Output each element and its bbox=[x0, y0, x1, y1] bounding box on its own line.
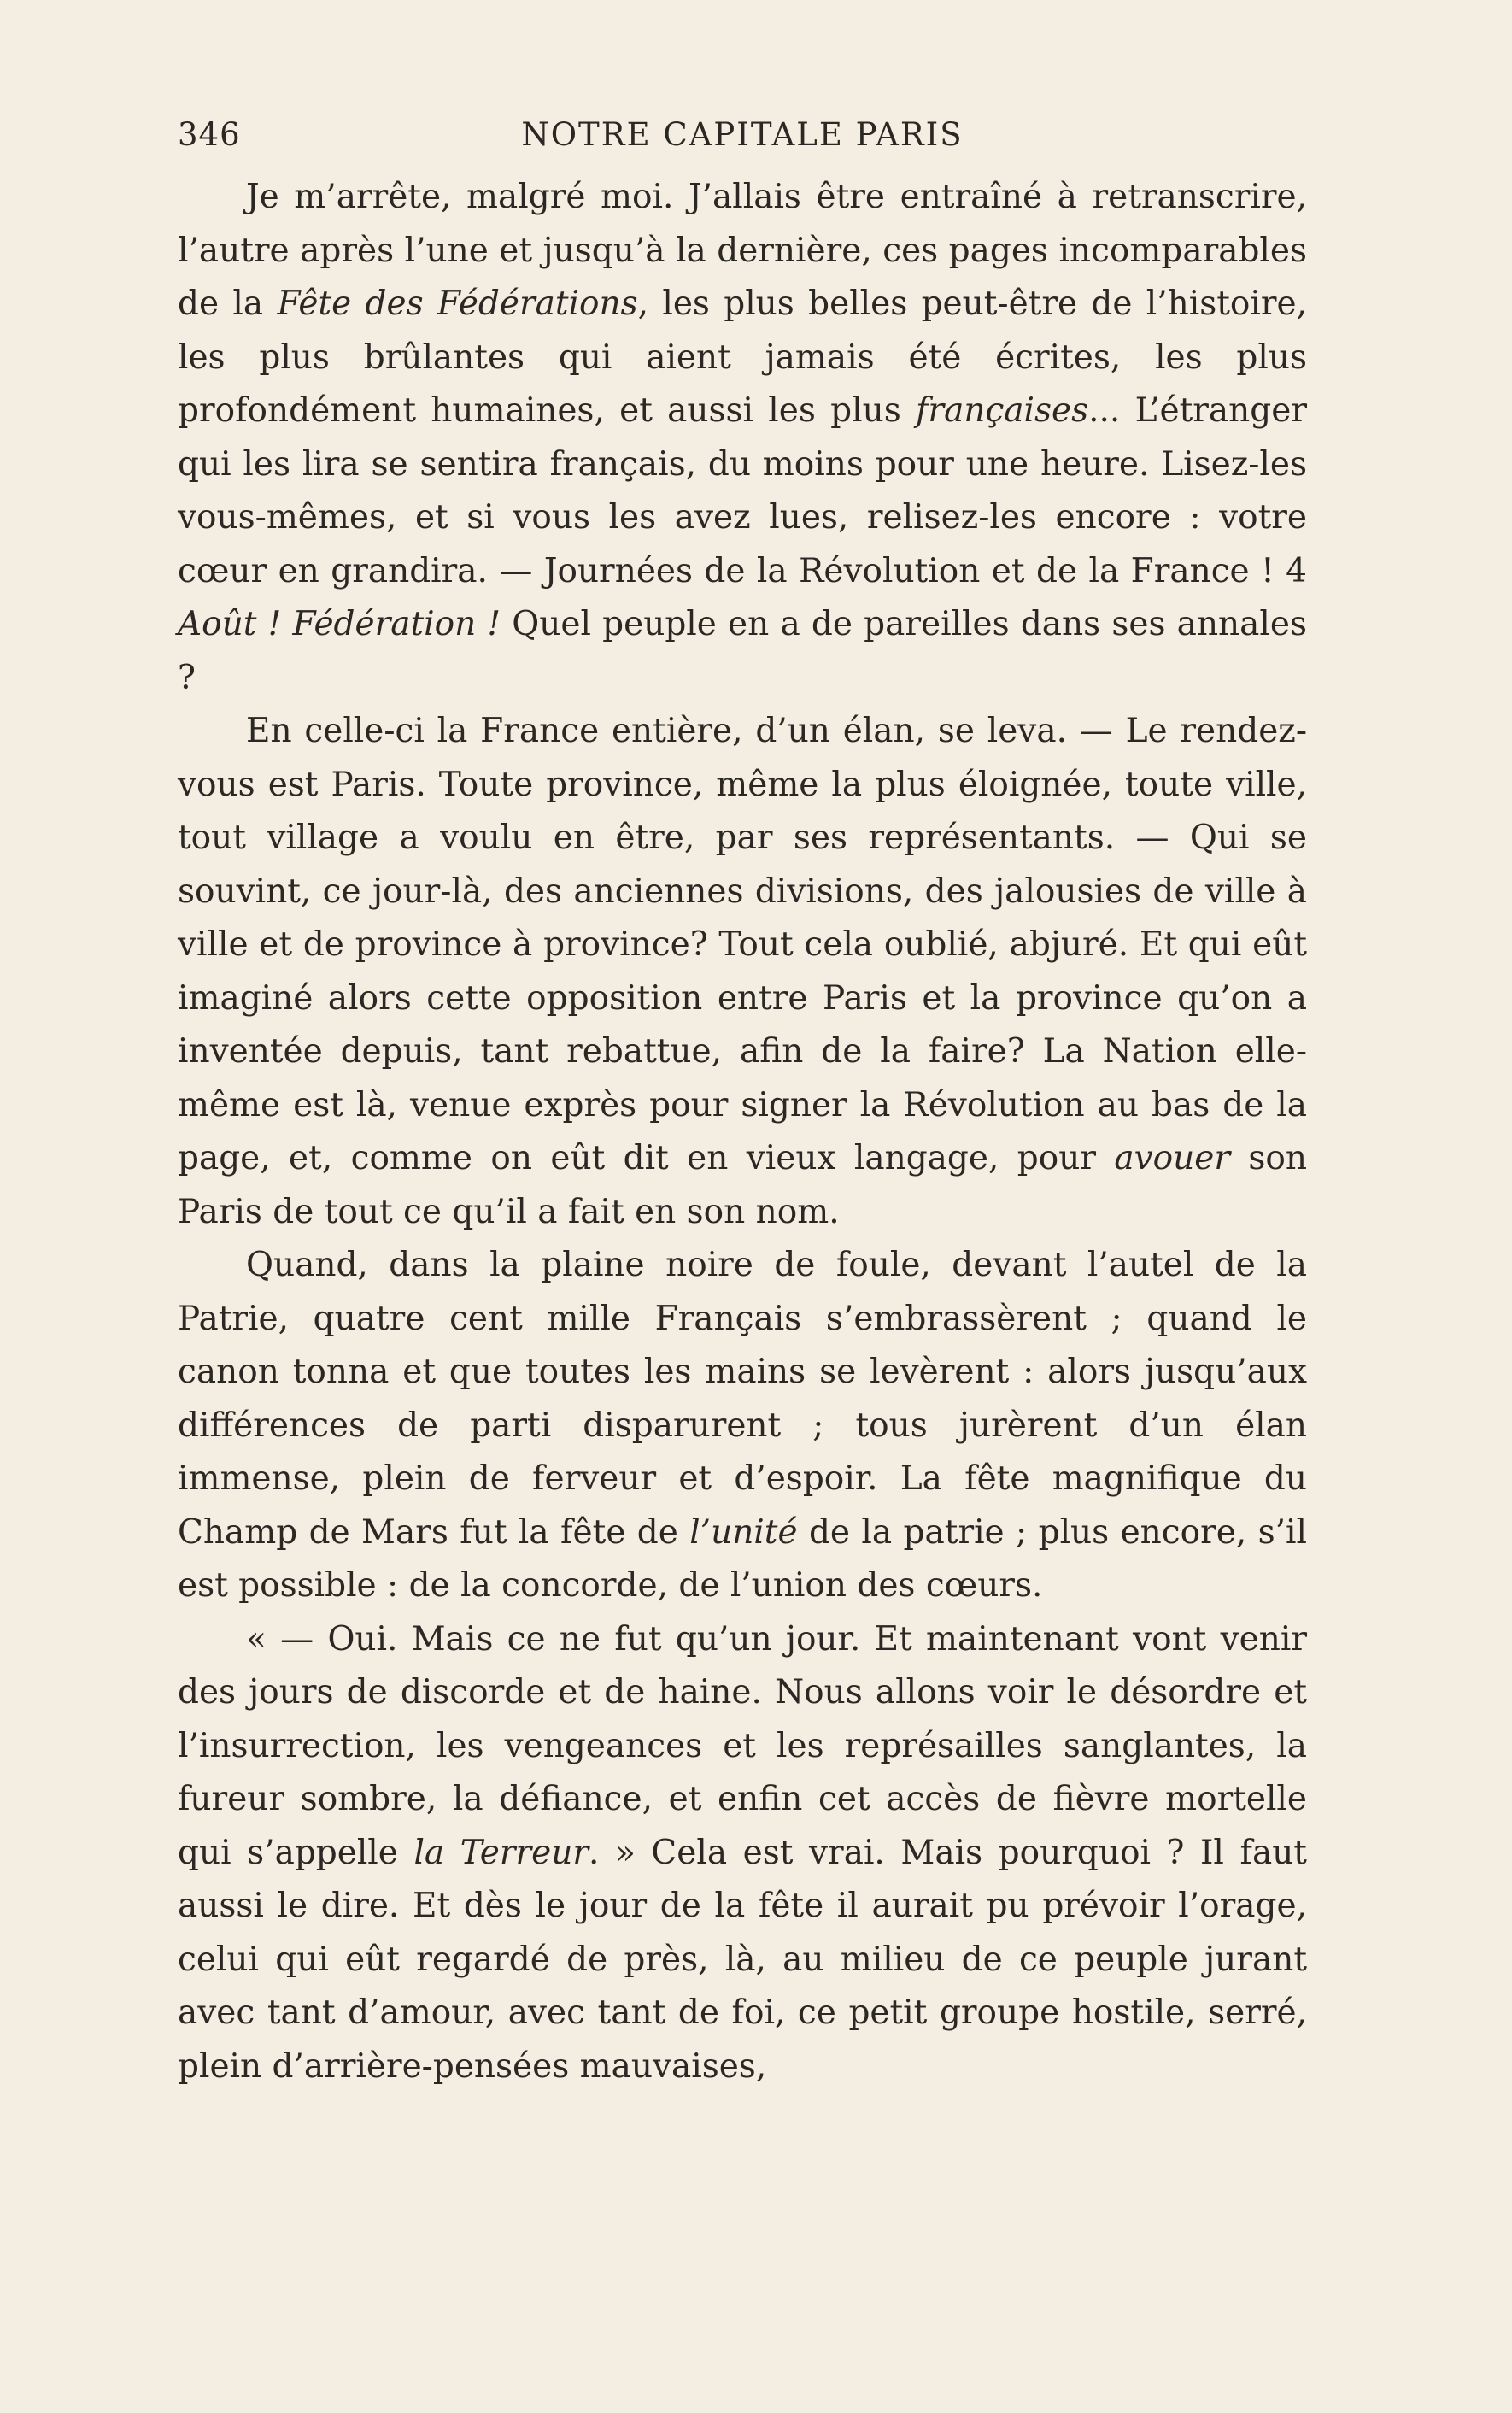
page-number: 346 bbox=[178, 116, 241, 153]
text-run: En celle-ci la France entière, d’un élan, se leva. — Le rendez-vous est Paris. Toute province, même la plus éloignée, toute ville, tout village a voulu en être, par ses représentants. — Qui se souvint, ce jour-là, des anciennes divisions, des jalousies de ville à ville et de province à province? Tout cela oublié, abjuré. Et qui eût imaginé alors cette opposition entre Paris et la province qu’on a inventée depuis, tant rebattue, afin de la faire? La Nation elle-même est là, venue exprès pour signer la Révolution au bas de la page, et, comme on eût dit en vieux langage, pour bbox=[178, 712, 1307, 1177]
body-text bbox=[178, 171, 1307, 2093]
italic-text: Août ! Fédération ! bbox=[178, 605, 501, 643]
text-run: de la patrie ; plus encore, s’il est possible : de la concorde, de l’union des cœurs. bbox=[178, 1512, 1307, 1605]
italic-text: l’unité bbox=[689, 1512, 798, 1552]
paragraph bbox=[178, 1613, 1307, 2094]
text-run: ... L’étranger qui les lira se sentira français, du moins pour une heure. Lisez-les vous-mêmes, et si vous les avez lues, relisez-les encore : votre cœur en grandira. — Journées de la Révolution et de la France ! 4 bbox=[178, 391, 1307, 590]
page-header bbox=[178, 109, 1307, 161]
text-run: Quel peuple en a de pareilles dans ses annales ? bbox=[178, 605, 1307, 697]
italic-text: Fête des Fédérations bbox=[277, 285, 638, 323]
italic-text: la Terreur bbox=[413, 1833, 589, 1872]
running-title: NOTRE CAPITALE PARIS bbox=[521, 116, 964, 153]
paragraph bbox=[178, 171, 1307, 705]
text-run: « — Oui. Mais ce ne fut qu’un jour. Et maintenant vont venir des jours de discorde et de haine. Nous allons voir le désordre et l’insurrection, les vengeances et les représailles sanglantes, la fureur sombre, la défiance, et enfin cet accès de fièvre mortelle qui s’appelle bbox=[178, 1619, 1307, 1872]
text-run: son Paris de tout ce qu’il a fait en son nom. bbox=[178, 1139, 1307, 1231]
text-run: Je m’arrête, malgré moi. J’allais être entraîné à retranscrire, l’autre après l’une et jusqu’à la dernière, ces pages incomparables de la bbox=[178, 178, 1307, 323]
italic-text: françaises bbox=[916, 391, 1089, 430]
paragraph bbox=[178, 705, 1307, 1239]
text-run: , les plus belles peut-être de l’histoire, les plus brûlantes qui aient jamais été écrites, les plus profondément humaines, et aussi les plus bbox=[178, 285, 1307, 430]
paragraph bbox=[178, 1239, 1307, 1613]
text-run: . » Cela est vrai. Mais pourquoi ? Il faut aussi le dire. Et dès le jour de la fête il aurait pu prévoir l’orage, celui qui eût regardé de près, là, au milieu de ce peuple jurant avec tant d’amour, avec tant de foi, ce petit groupe hostile, serré, plein d’arrière-pensées mauvaises, bbox=[178, 1833, 1307, 2086]
text-run: Quand, dans la plaine noire de foule, devant l’autel de la Patrie, quatre cent mille Français s’embrassèrent ; quand le canon tonna et que toutes les mains se levèrent : alors jusqu’aux différences de parti disparurent ; tous jurèrent d’un élan immense, plein de ferveur et d’espoir. La fête magnifique du Champ de Mars fut la fête de bbox=[178, 1246, 1307, 1552]
italic-text: avouer bbox=[1114, 1139, 1230, 1177]
